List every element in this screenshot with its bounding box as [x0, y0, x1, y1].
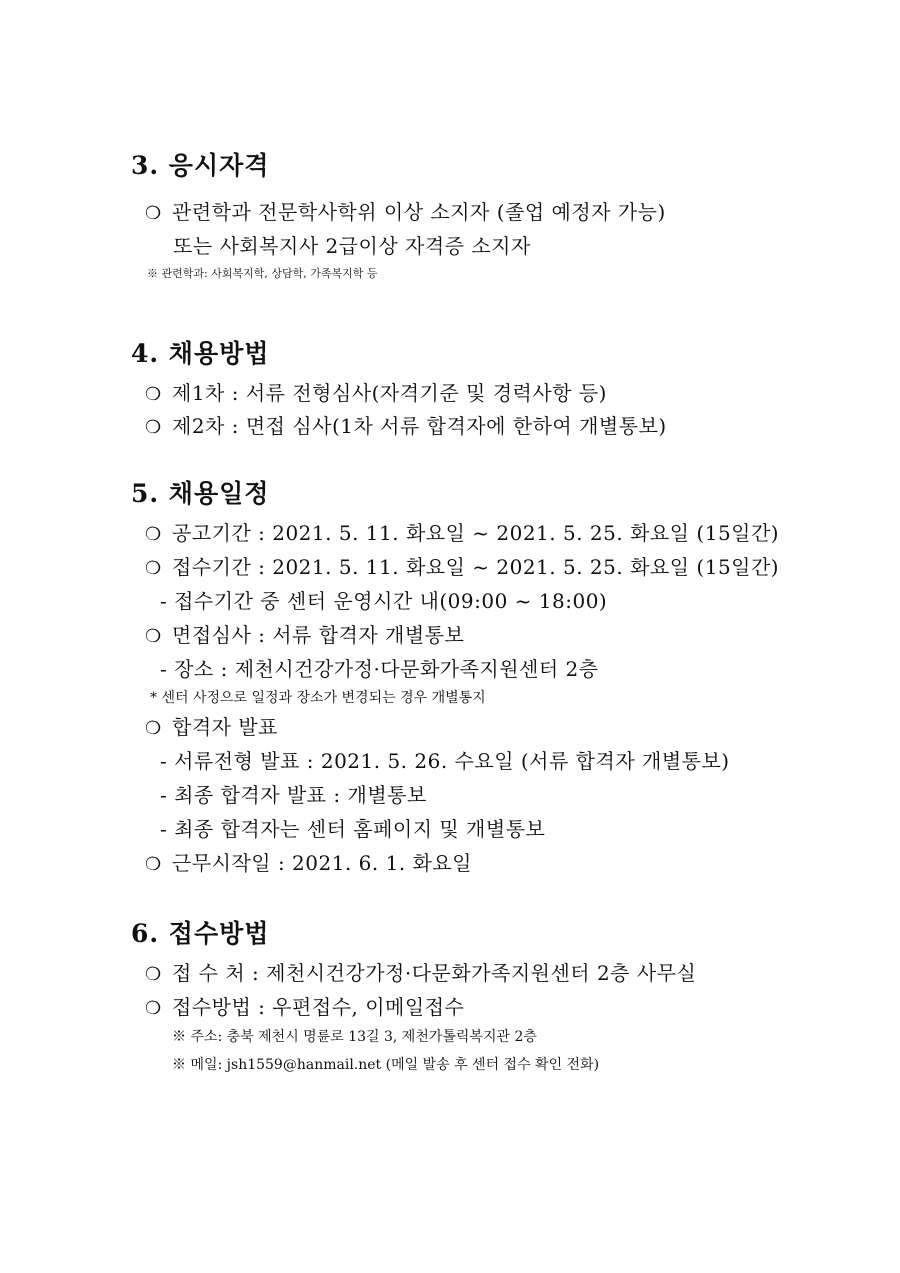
section-6-note-address: ※ 주소: 충북 제천시 명륜로 13길 3, 제천가톨릭복지관 2층: [172, 1029, 537, 1045]
section-6-note-email: ※ 메일: jsh1559@hanmail.net (메일 발송 후 센터 접수 확인 전화): [172, 1057, 600, 1073]
item-text: 접수방법 : 우편접수, 이메일접수: [172, 995, 465, 1019]
item-text: 합격자 발표: [172, 715, 278, 739]
item-text: 공고기간 : 2021. 5. 11. 화요일 ~ 2021. 5. 25. 화요일 (15일간): [172, 521, 780, 545]
item-text: 제1차 : 서류 전형심사(자격기준 및 경력사항 등): [172, 381, 607, 405]
section-3-title: 3. 응시자격: [131, 151, 270, 180]
section-5-item-4-sub-2: - 최종 합격자 발표 : 개별통보: [160, 783, 427, 807]
bullet-icon: ❍: [145, 718, 162, 739]
section-4-title: 4. 채용방법: [131, 339, 270, 368]
section-5-item-1: [145, 517, 779, 546]
section-3-item-1: [145, 196, 666, 225]
bullet-icon: ❍: [145, 626, 162, 647]
item-text: 접 수 처 : 제천시건강가정·다문화가족지원센터 2층 사무실: [172, 961, 697, 985]
section-5-item-3: [145, 619, 464, 648]
bullet-icon: ❍: [145, 998, 162, 1019]
item-text: 제2차 : 면접 심사(1차 서류 합격자에 한하여 개별통보): [172, 414, 667, 438]
section-5-item-2-sub: - 접수기간 중 센터 운영시간 내(09:00 ~ 18:00): [160, 589, 608, 613]
section-5-item-3-sub: - 장소 : 제천시건강가정·다문화가족지원센터 2층: [160, 657, 599, 681]
bullet-icon: ❍: [145, 558, 162, 579]
section-5-title: 5. 채용일정: [131, 479, 270, 508]
bullet-icon: ❍: [145, 417, 162, 438]
bullet-icon: ❍: [145, 384, 162, 405]
section-3-item-1-cont: 또는 사회복지사 2급이상 자격증 소지자: [173, 234, 531, 258]
section-6-title: 6. 접수방법: [131, 919, 270, 948]
section-3-note: ※ 관련학과: 사회복지학, 상담학, 가족복지학 등: [147, 267, 378, 280]
section-5-item-3-note: * 센터 사정으로 일정과 장소가 변경되는 경우 개별통지: [150, 690, 486, 706]
item-text: 근무시작일 : 2021. 6. 1. 화요일: [172, 851, 473, 875]
section-6-item-2: [145, 991, 464, 1020]
item-text: 면접심사 : 서류 합격자 개별통보: [172, 623, 465, 647]
bullet-icon: ❍: [145, 854, 162, 875]
section-4-item-2: [145, 410, 667, 439]
item-text: 관련학과 전문학사학위 이상 소지자 (졸업 예정자 가능): [172, 200, 666, 224]
bullet-icon: ❍: [145, 524, 162, 545]
bullet-icon: ❍: [145, 203, 162, 224]
section-6-item-1: [145, 957, 696, 986]
section-5-item-4-sub-1: - 서류전형 발표 : 2021. 5. 26. 수요일 (서류 합격자 개별통보): [160, 749, 730, 773]
bullet-icon: ❍: [145, 964, 162, 985]
section-4-item-1: [145, 377, 607, 406]
section-5-item-5: [145, 847, 472, 876]
section-5-item-4: [145, 711, 278, 740]
section-5-item-4-sub-3: - 최종 합격자는 센터 홈페이지 및 개별통보: [160, 817, 546, 841]
section-5-item-2: [145, 551, 779, 580]
item-text: 접수기간 : 2021. 5. 11. 화요일 ~ 2021. 5. 25. 화요일 (15일간): [172, 555, 780, 579]
